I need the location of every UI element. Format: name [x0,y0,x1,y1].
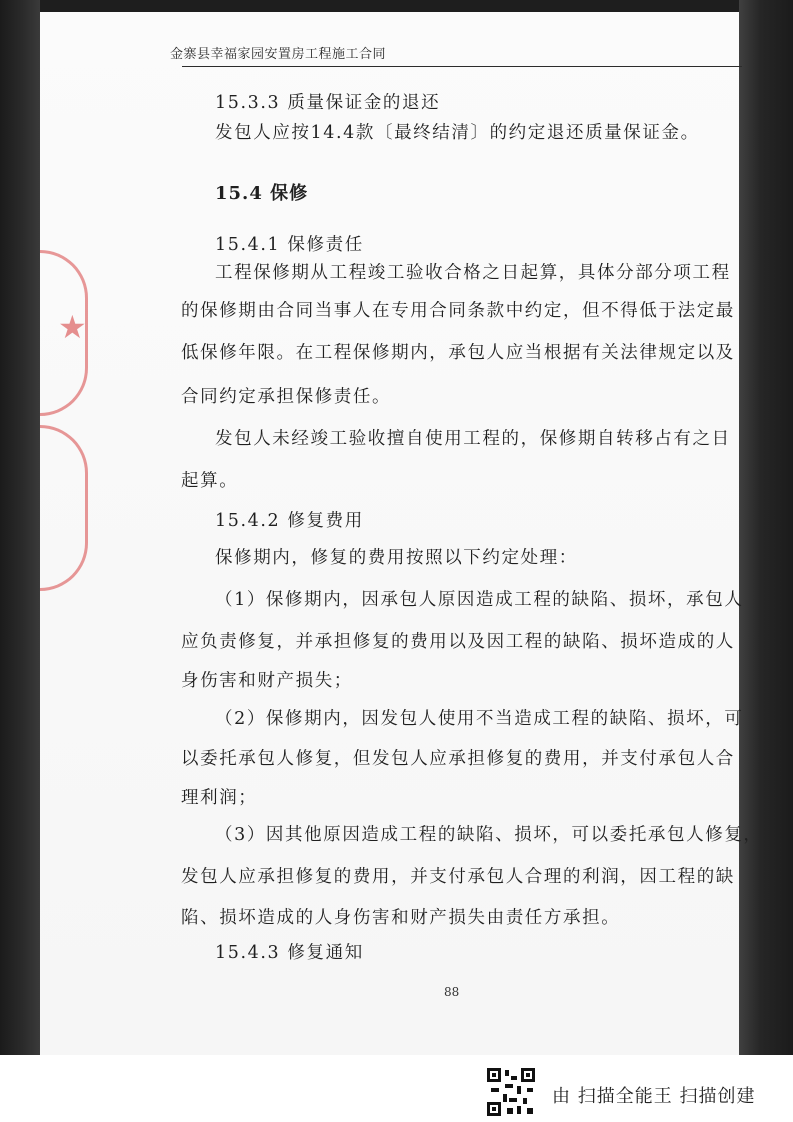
body-line: 保修期内，修复的费用按照以下约定处理： [215,548,578,568]
body-line: 发包人应承担修复的费用，并支付承包人合理的利润，因工程的缺 [181,867,735,887]
body-line: （1）保修期内，因承包人原因造成工程的缺陷、损坏，承包人 [215,590,744,610]
document-header: 金寨县幸福家园安置房工程施工合同 [170,47,387,62]
subsection-heading: 15.3.3 质量保证金的退还 [215,93,441,113]
subsection-heading: 15.4.3 修复通知 [215,943,364,963]
body-line: 发包人未经竣工验收擅自使用工程的，保修期自转移占有之日 [215,429,731,449]
seal-star-icon: ★ [58,308,87,346]
body-line: 身伤害和财产损失； [181,671,353,691]
header-rule [182,66,742,67]
body-line: 工程保修期从工程竣工验收合格之日起算，具体分部分项工程 [215,263,731,283]
page-number: 88 [444,985,460,999]
body-line: 的保修期由合同当事人在专用合同条款中约定，但不得低于法定最 [181,301,735,321]
red-seal-lower [40,425,88,591]
body-line: 理利润； [181,788,258,808]
body-line: 起算。 [181,471,239,491]
scan-border-right [739,0,793,1055]
qr-code-icon [487,1068,535,1116]
scan-border-left [0,0,40,1055]
body-line: 应负责修复，并承担修复的费用以及因工程的缺陷、损坏造成的人 [181,632,735,652]
body-line: 低保修年限。在工程保修期内，承包人应当根据有关法律规定以及 [181,343,735,363]
section-heading: 15.4 保修 [215,183,309,204]
body-line: 合同约定承担保修责任。 [181,387,392,407]
subsection-heading: 15.4.1 保修责任 [215,235,364,255]
document-page [40,12,739,1055]
body-line: 以委托承包人修复，但发包人应承担修复的费用，并支付承包人合 [181,749,735,769]
body-line: （2）保修期内，因发包人使用不当造成工程的缺陷、损坏，可 [215,709,744,729]
body-line: （3）因其他原因造成工程的缺陷、损坏，可以委托承包人修复， [215,825,763,845]
subsection-heading: 15.4.2 修复费用 [215,511,364,531]
scanner-watermark: 由 扫描全能王 扫描创建 [552,1086,756,1107]
body-line: 发包人应按14.4款〔最终结清〕的约定退还质量保证金。 [215,123,700,143]
body-line: 陷、损坏造成的人身伤害和财产损失由责任方承担。 [181,908,621,928]
